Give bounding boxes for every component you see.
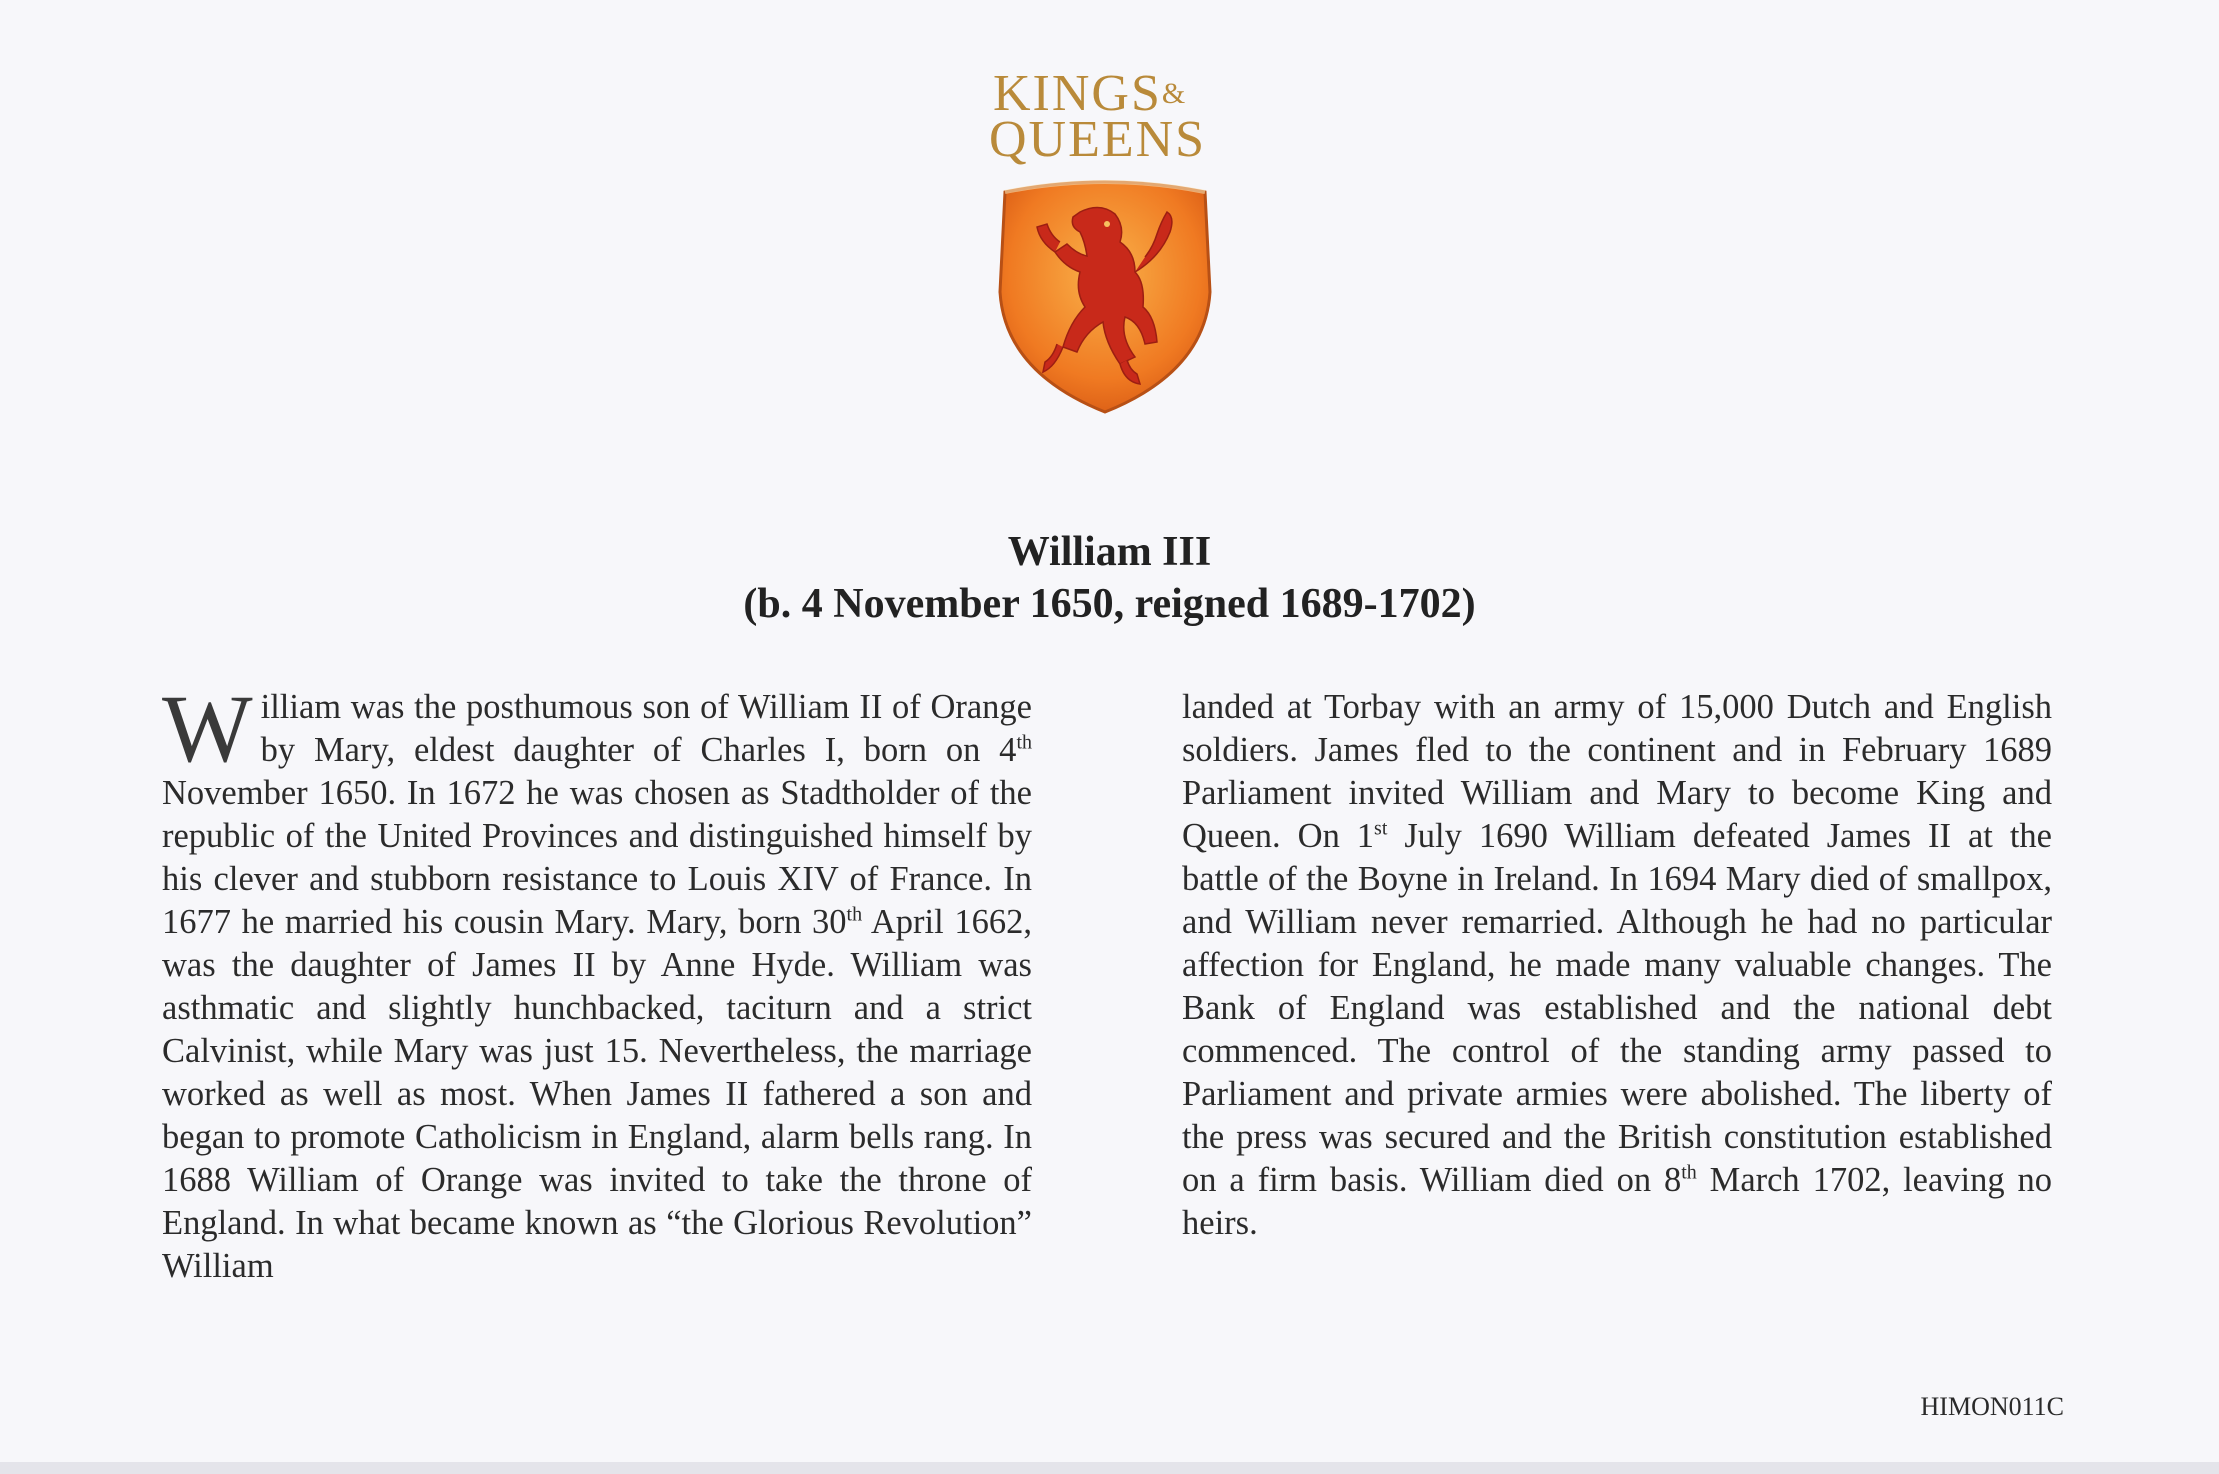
- biography-column-left: [162, 675, 1033, 1288]
- kings-and-queens-logo: [985, 65, 1225, 428]
- right-superscript-2: th: [1681, 1161, 1697, 1184]
- left-text-part-1: illiam was the posthumous son of William II of Orange by Mary, eldest daughter of Charles I, born on 4: [260, 688, 1032, 769]
- left-text-part-2: November 1650. In 1672 he was chosen as Stadtholder of the republic of the United Provinces and distinguished himself by his clever and stubborn resistance to Louis XIV of France. In 1677 he married his cousin Mary. Mary, born 30: [162, 774, 1032, 941]
- right-text-part-1: landed at Torbay with an army of 15,000 Dutch and English soldiers. James fled to the continent and in February 1689 Parliament invited William and Mary to become King and Queen. On 1: [1182, 688, 2052, 855]
- biography-column-right: [1182, 686, 2052, 1245]
- page-heading: [0, 526, 2219, 630]
- heraldic-lion-shield-icon: [985, 172, 1225, 422]
- right-superscript-1: st: [1374, 817, 1388, 840]
- logo-ampersand: &: [1161, 77, 1186, 110]
- left-superscript-1: th: [1016, 731, 1032, 754]
- card-bottom-edge: [0, 1462, 2219, 1474]
- reference-code: HIMON011C: [1920, 1392, 2064, 1421]
- monarch-dates: (b. 4 November 1650, reigned 1689-1702): [743, 581, 1476, 627]
- drop-cap: W: [162, 675, 253, 782]
- logo-kings-text: KINGS: [993, 65, 1162, 122]
- logo-queens-text: QUEENS: [989, 111, 1207, 168]
- right-text-part-3: March 1702, leaving no heirs.: [1182, 1161, 2052, 1242]
- left-superscript-2: th: [846, 903, 863, 926]
- monarch-name: William III: [1007, 529, 1212, 575]
- left-text-part-3: April 1662, was the daughter of James II by Anne Hyde. William was asthmatic and slightly hunchbacked, taciturn and a strict Calvinist, while Mary was just 15. Nevertheless, the marriage worked as well as most. When James II fathered a son and began to promote Catholicism in England, alarm bells rang. In 1688 William of Orange was invited to take the throne of England. In what became known as “the Glorious Revolution” William: [162, 903, 1033, 1285]
- right-text-part-2: July 1690 William defeated James II at the battle of the Boyne in Ireland. In 1694 Mary died of smallpox, and William never remarried. Although he had no particular affection for England, he made many valuable changes. The Bank of England was established and the national debt commenced. The control of the standing army passed to Parliament and private armies were abolished. The liberty of the press was secured and the British constitution established on a firm basis. William died on 8: [1182, 817, 2052, 1199]
